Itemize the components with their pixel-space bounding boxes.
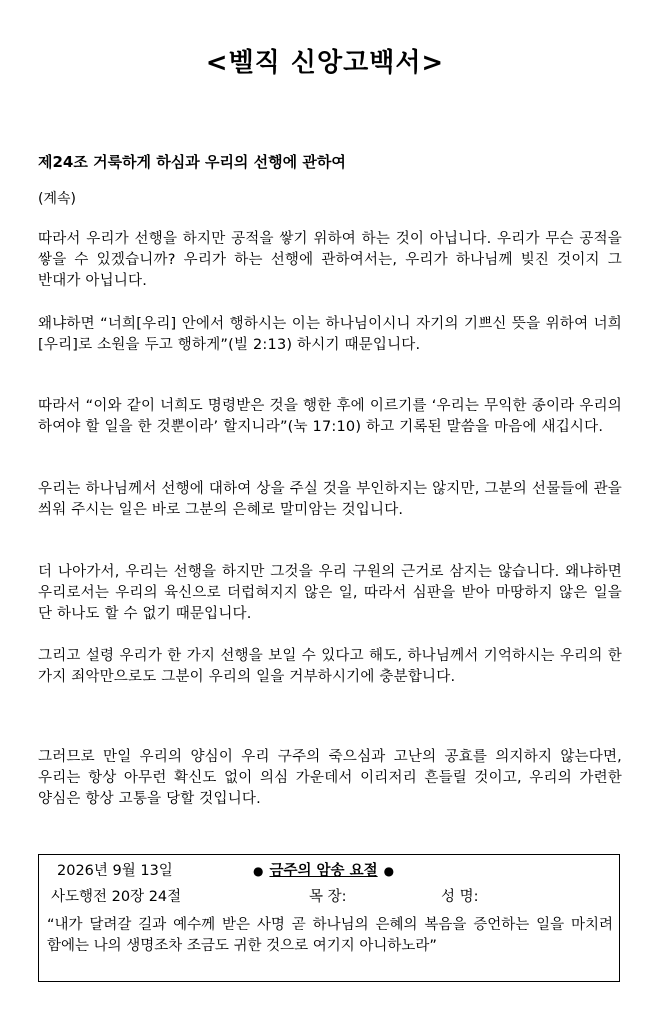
paragraph-6: 그리고 설령 우리가 한 가지 선행을 보일 수 있다고 해도, 하나님께서 기억하시는 우리의 한 가지 죄악만으로도 그분이 우리의 일을 거부하시기에 충분합니다.: [38, 648, 622, 685]
memory-verse-box: [38, 854, 620, 982]
bullet-icon: ●: [383, 864, 395, 878]
page-title: <벨직 신앙고백서>: [205, 48, 445, 78]
verse-reference: 사도행전 20장 24절: [51, 889, 182, 905]
paragraph-1: 따라서 우리가 선행을 하지만 공적을 쌓기 위하여 하는 것이 아닙니다. 우리가 무슨 공적을 쌓을 수 있겠습니까? 우리가 하는 선행에 관하여서는, 우리가 하나님께 빚진 것이지 그 반대가 아닙니다.: [38, 231, 622, 289]
bullet-icon: ●: [253, 864, 264, 878]
paragraph-3: 따라서 “이와 같이 너희도 명령받은 것을 행한 후에 이르기를 ‘우리는 무익한 종이라 우리의 하여야 할 일을 한 것뿐이라’ 할지니라”(눅 17:10) 하고 기록된 말씀을 마음에 새깁시다.: [38, 398, 622, 435]
paragraph-7: 그러므로 만일 우리의 양심이 우리 구주의 죽으심과 고난의 공효를 의지하지 않는다면, 우리는 항상 아무런 확신도 없이 의심 가운데서 이리저리 흔들릴 것이고, 우리의 가련한 양심은 항상 고통을 당할 것입니다.: [38, 749, 622, 807]
article-heading: 제24조 거룩하게 하심과 우리의 선행에 관하여: [38, 153, 346, 171]
paragraph-5: 더 나아가서, 우리는 선행을 하지만 그것을 우리 구원의 근거로 삼지는 않습니다. 왜냐하면 우리로서는 우리의 육신으로 더럽혀지지 않은 일, 따라서 심판을 받아 마땅하지 않은 일을 단 하나도 할 수 없기 때문입니다.: [38, 564, 622, 622]
name-label: 성 명:: [441, 889, 479, 905]
paragraph-4: 우리는 하나님께서 선행에 대하여 상을 주실 것을 부인하지는 않지만, 그분의 선물들에 관을 씌워 주시는 일은 바로 그분의 은혜로 말미암는 것입니다.: [38, 481, 622, 518]
pastor-label: 목 장:: [309, 889, 347, 905]
paragraph-2: 왜냐하면 “너희[우리] 안에서 행하시는 이는 하나님이시니 자기의 기쁘신 뜻을 위하여 너희[우리]로 소원을 두고 행하게”(빌 2:13) 하시기 때문입니다.: [38, 316, 622, 353]
memory-title-text: 금주의 암송 요절: [269, 863, 378, 879]
memory-date: 2026년 9월 13일: [57, 863, 173, 879]
memory-verse-text: “내가 달려갈 길과 예수께 받은 사명 곧 하나님의 은혜의 복음을 증언하는 일을 마치려 함에는 나의 생명조차 조금도 귀한 것으로 여기지 아니하노라”: [47, 917, 613, 954]
memory-title: [247, 859, 400, 880]
continued-note: (계속): [38, 191, 76, 207]
